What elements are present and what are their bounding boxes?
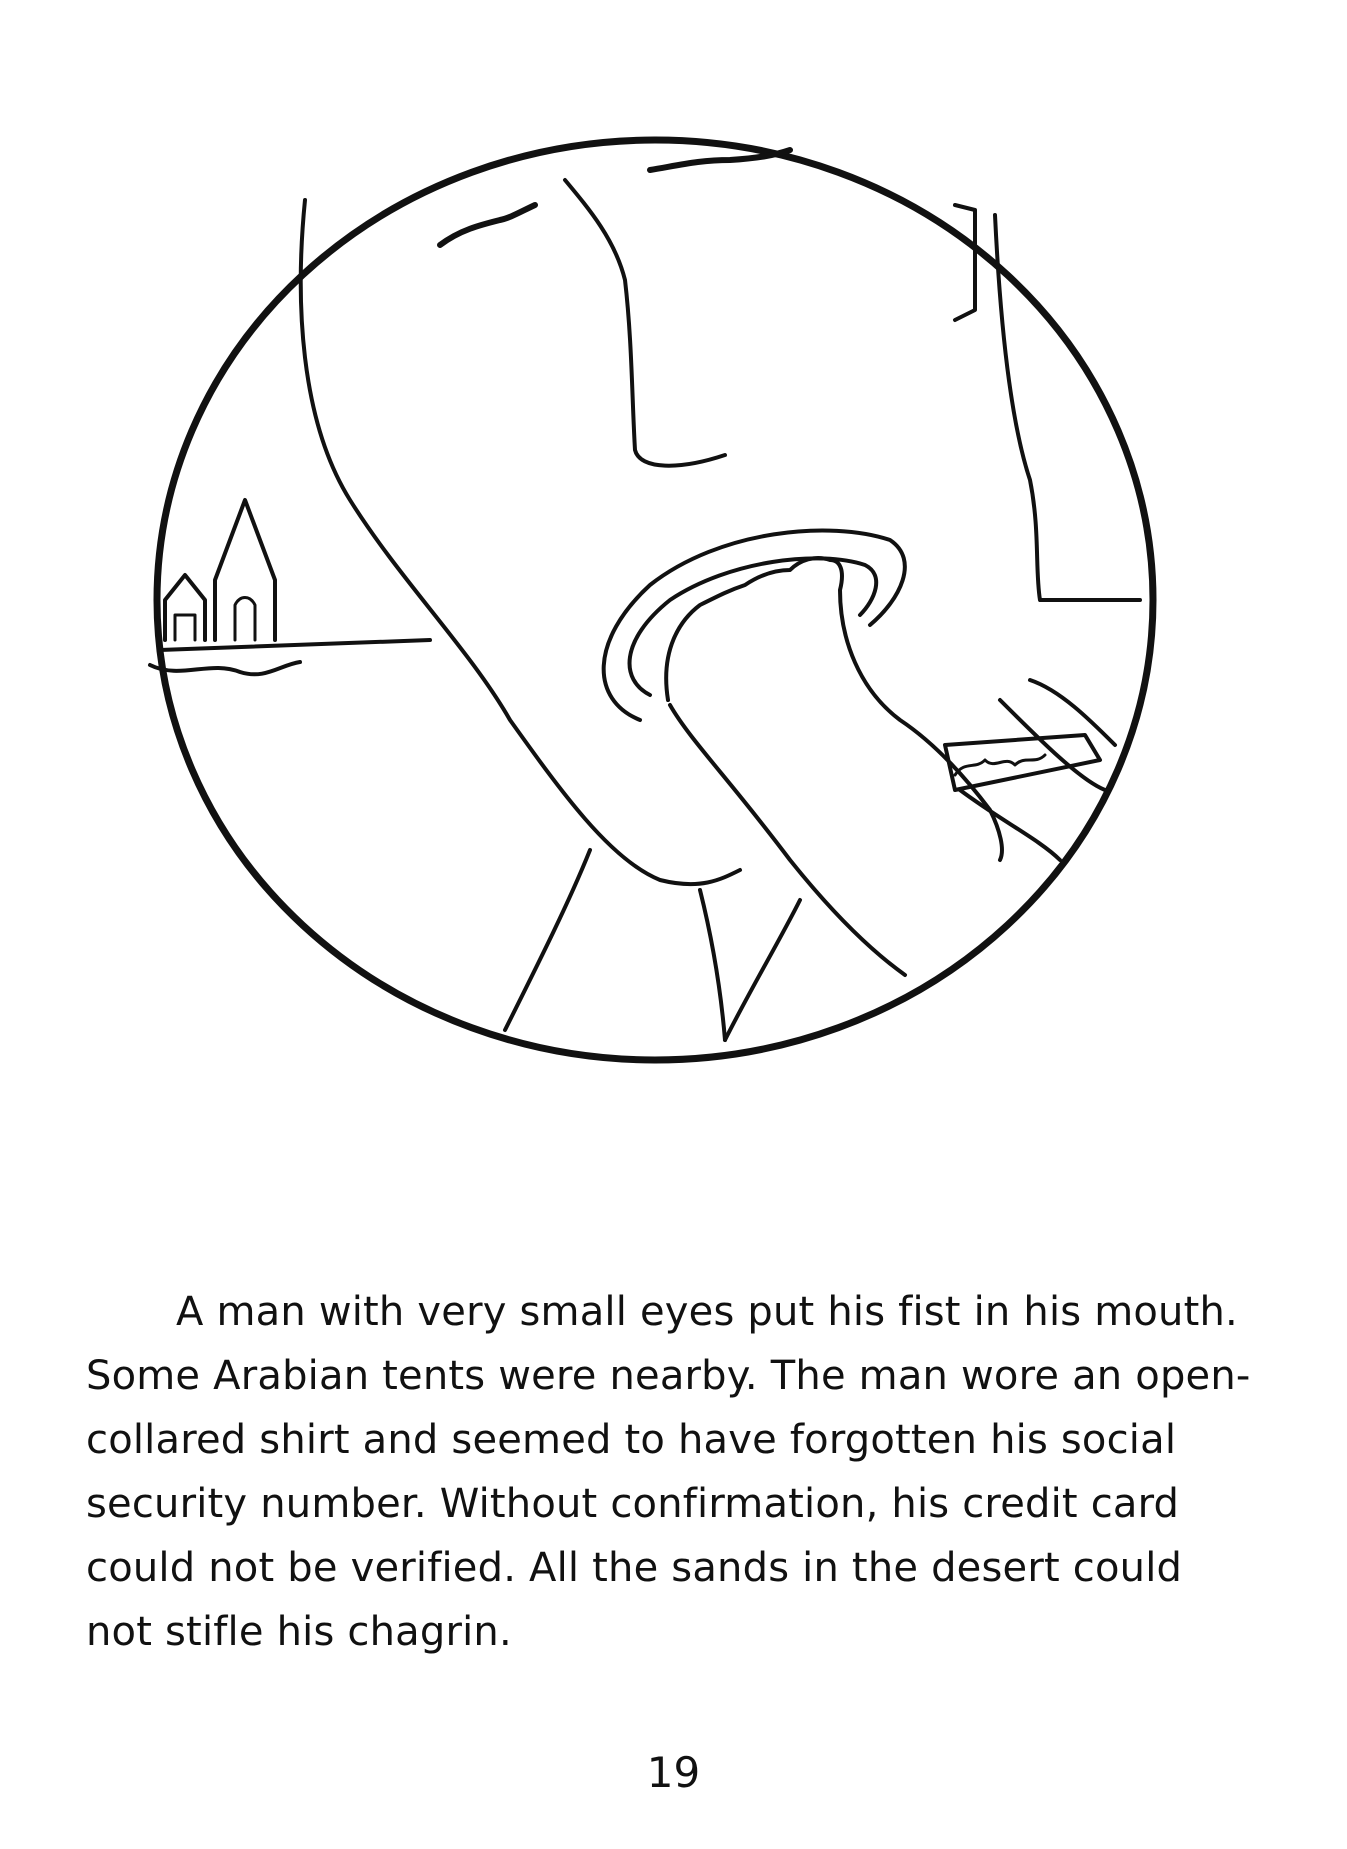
sand-dune	[150, 662, 300, 674]
nose	[565, 180, 725, 466]
shoulder-line-bottom	[960, 790, 1060, 860]
caption-line: collared shirt and seemed to have forgotten his social	[86, 1417, 1177, 1463]
tent-small-door	[175, 615, 195, 640]
collar-line-left	[505, 850, 590, 1030]
horizon-line	[160, 640, 430, 650]
caption-line: security number. Without confirmation, his credit card	[86, 1481, 1180, 1527]
page-number: 19	[646, 1748, 701, 1797]
collar-line-right	[725, 900, 800, 1040]
caption-line: A man with very small eyes put his fist in his mouth.	[176, 1289, 1238, 1335]
left-eye	[440, 205, 535, 245]
right-eye	[650, 150, 790, 170]
caption-line: not stifle his chagrin.	[86, 1609, 512, 1655]
collar-line-middle	[700, 890, 725, 1040]
arm-underside	[670, 705, 905, 975]
tent-small	[165, 575, 205, 640]
face-outline	[301, 200, 740, 884]
caption-line: Some Arabian tents were nearby. The man wore an open-	[86, 1353, 1251, 1399]
fist	[666, 558, 1002, 860]
caption-line: could not be verified. All the sands in the desert could	[86, 1545, 1183, 1591]
head-right-contour	[995, 215, 1140, 600]
tent-tall-door	[235, 598, 255, 641]
tent-tall	[215, 500, 275, 640]
caption-paragraph	[86, 1280, 1286, 1664]
mouth-outer	[604, 530, 905, 720]
ear	[955, 205, 975, 320]
signature-mark	[955, 755, 1045, 775]
circle-frame	[157, 140, 1153, 1060]
